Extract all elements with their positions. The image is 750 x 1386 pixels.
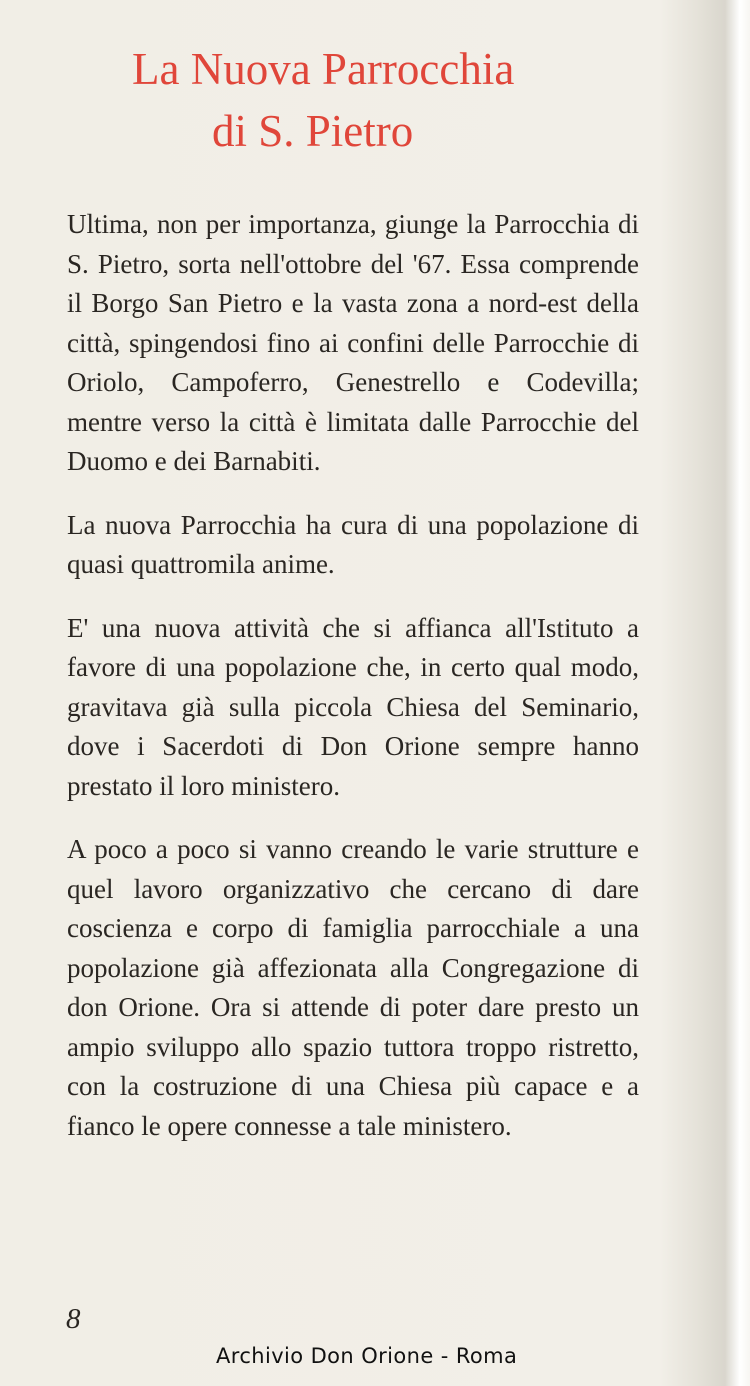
body-text — [67, 205, 639, 1170]
paragraph: A poco a poco si vanno creando le varie strutture e quel lavoro organizzativo che cercano di dare coscienza e corpo di famiglia parrocchiale a una popolazione già affezionata alla Congregazione di don Orione. Ora si attende di poter dare presto un ampio sviluppo allo spazio tuttora troppo ristretto, con la costruzione di una Chiesa più capace e a fianco le opere connesse a tale ministero. — [67, 834, 639, 1141]
paragraph: E' una nuova attività che si affianca all'Istituto a favore di una popolazione che, in certo qual modo, gravitava già sulla piccola Chiesa del Seminario, dove i Sacerdoti di Don Orione sempre hanno prestato il loro ministero. — [67, 612, 639, 801]
title-line-2: di S. Pietro — [212, 106, 414, 156]
page-number: 8 — [66, 1303, 81, 1335]
archive-watermark: Archivio Don Orione - Roma — [216, 1344, 518, 1368]
paragraph: La nuova Parrocchia ha cura di una popolazione di quasi quattromila anime. — [67, 509, 639, 579]
paragraph: Ultima, non per importanza, giunge la Parrocchia di S. Pietro, sorta nell'ottobre del '67. Essa comprende il Borgo San Pietro e la vasta zona a nord-est della città, spingendosi fino ai confini delle Parrocchie di Oriolo, Campoferro, Genestrello e Codevilla; mentre verso la città è limitata dalle Parrocchie del Duomo e dei Barnabiti. — [67, 209, 639, 476]
title-line-1: La Nuova Parrocchia — [132, 44, 515, 94]
